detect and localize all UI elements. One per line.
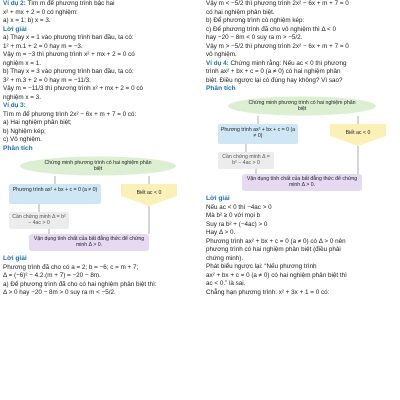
text-line: c) Vô nghiệm. xyxy=(3,136,42,144)
solution-heading-2: Lời giải xyxy=(3,254,27,262)
text-line: biệt. Điều ngược lại có đúng hay không? Vì sao? xyxy=(206,76,343,84)
text-line: nghiệm x = 1. xyxy=(3,59,41,67)
need-node: Cần chứng minh Δ = b² − 4ac > 0 xyxy=(12,213,66,227)
solution-heading-1: Lời giải xyxy=(3,25,27,33)
text-line: a) Để phương trình đã cho có hai nghiệm phân biệt thì: xyxy=(3,280,157,288)
text-line: c) Để phương trình đã cho vô nghiệm thì Δ < 0 xyxy=(206,25,336,33)
apply-node: Vận dụng tính chất của bất đẳng thức để chứng minh Δ > 0. xyxy=(246,175,358,189)
text-line: Chẳng hạn phương trình: x² + 3x + 1 = 0 có: xyxy=(206,288,330,296)
goal-node: Chứng minh phương trình có hai nghiệm phân biệt xyxy=(248,99,356,113)
solution-heading: Lời giải xyxy=(206,194,230,202)
text-line: Δ = (−6)² − 4.2.(m + 7) = −20 − 8m. xyxy=(3,272,101,280)
text-line: Suy ra b² + (−4ac) > 0 xyxy=(206,220,268,228)
left-column xyxy=(3,0,189,298)
need-node: Cần chứng minh Δ = b² − 4ac > 0 xyxy=(222,153,270,167)
text-line: trình ax² + bx + c = 0 (a ≠ 0) có hai nghiệm phân xyxy=(206,68,341,75)
example-label: Ví dụ 4: xyxy=(206,59,229,67)
text-line: Hay Δ > 0. xyxy=(206,229,236,237)
text-line: hay −20 − 8m < 0 suy ra m > −5/2. xyxy=(206,34,303,41)
text-line: Vậy m = −11/3 thì phương trình x² + mx + 2 = 0 có xyxy=(3,85,144,93)
analysis-flowchart xyxy=(206,96,396,192)
text-line: b) Nghiệm kép; xyxy=(3,127,46,135)
know-node: Biết ac < 0 xyxy=(345,129,371,136)
know-node: Biết ac < 0 xyxy=(136,189,162,196)
text-line: Nếu ac < 0 thì −4ac > 0 xyxy=(206,203,272,211)
text-line: có hai nghiệm phân biệt. xyxy=(206,8,275,16)
apply-node: Vận dụng tính chất của bất đẳng thức để chứng minh Δ > 0. xyxy=(33,235,145,249)
text-line: Mà b² ≥ 0 với mọi b xyxy=(206,212,261,220)
example-3-title: Ví dụ 3: xyxy=(3,102,26,110)
example-4-title: Ví dụ 4: Chứng minh rằng: Nếu ac < 0 thì phương xyxy=(206,59,347,67)
text-line: ac < 0.” là sai. xyxy=(206,280,246,288)
text-line: b) Để phương trình có nghiệm kép: xyxy=(206,17,305,24)
analysis-heading: Phân tích xyxy=(3,144,33,152)
text-line: Tìm m để phương trình 2x² − 6x + m + 7 = 0 có: xyxy=(3,110,137,118)
text-line: b) Thay x = 3 vào phương trình ban đầu, ta có: xyxy=(3,68,134,76)
text-line: nghiệm x = 3. xyxy=(3,93,41,101)
text-line: vô nghiệm. xyxy=(206,51,237,58)
text-line: 1² + m.1 + 2 = 0 hay m = −3. xyxy=(3,42,83,50)
text-line: Vậy m > −5/2 thì phương trình 2x² − 6x + m + 7 = 0 xyxy=(206,42,349,50)
eq-node: Phương trình ax² + bx + c = 0 (a ≠ 0) xyxy=(220,126,296,140)
example-2-cases: a) x = 1; b) x = 3. xyxy=(3,17,51,24)
text-line: phương trình có hai nghiệm phân biệt (điều phải xyxy=(206,246,341,254)
text-line: Phát biểu ngược lại: “Nếu phương trình xyxy=(206,263,317,271)
text-line: a) Hai nghiệm phân biệt; xyxy=(3,119,72,127)
text-line: a) Thay x = 1 vào phương trình ban đầu, ta có: xyxy=(3,34,134,42)
text-line: Phương trình đã cho có a = 2; b = −6; c = m + 7; xyxy=(3,263,139,271)
text-line: Vậy m = −3 thì phương trình x² + mx + 2 = 0 có xyxy=(3,51,135,59)
example-2-title: Ví dụ 2: Tìm m để phương trình bậc hai xyxy=(3,0,115,7)
text-line: Δ > 0 hay −20 − 8m > 0 suy ra m < −5/2. xyxy=(3,289,116,297)
eq-node: Phương trình ax² + bx + c = 0 (a ≠ 0) xyxy=(12,186,98,193)
analysis-flowchart xyxy=(3,156,189,252)
text-line: chứng minh). xyxy=(206,254,244,262)
text-line: Vậy m < −5/2 thì phương trình 2x² − 6x + m + 7 = 0 xyxy=(206,0,349,7)
right-column xyxy=(206,0,396,297)
text-line: ax² + bx + c = 0 (a ≠ 0) có hai nghiệm phân biệt thì xyxy=(206,271,347,279)
example-label: Ví dụ 2: xyxy=(3,0,26,7)
analysis-heading: Phân tích xyxy=(206,85,236,92)
example-2-equation: x² + mx + 2 = 0 có nghiệm: xyxy=(3,8,78,16)
goal-node: Chứng minh phương trình có hai nghiệm phân biệt xyxy=(44,159,152,173)
text-line: 3² + m.3 + 2 = 0 hay m = −11/3. xyxy=(3,76,91,84)
text-line: Phương trình ax² + bx + c = 0 (a ≠ 0) có Δ > 0 nên xyxy=(206,237,346,245)
